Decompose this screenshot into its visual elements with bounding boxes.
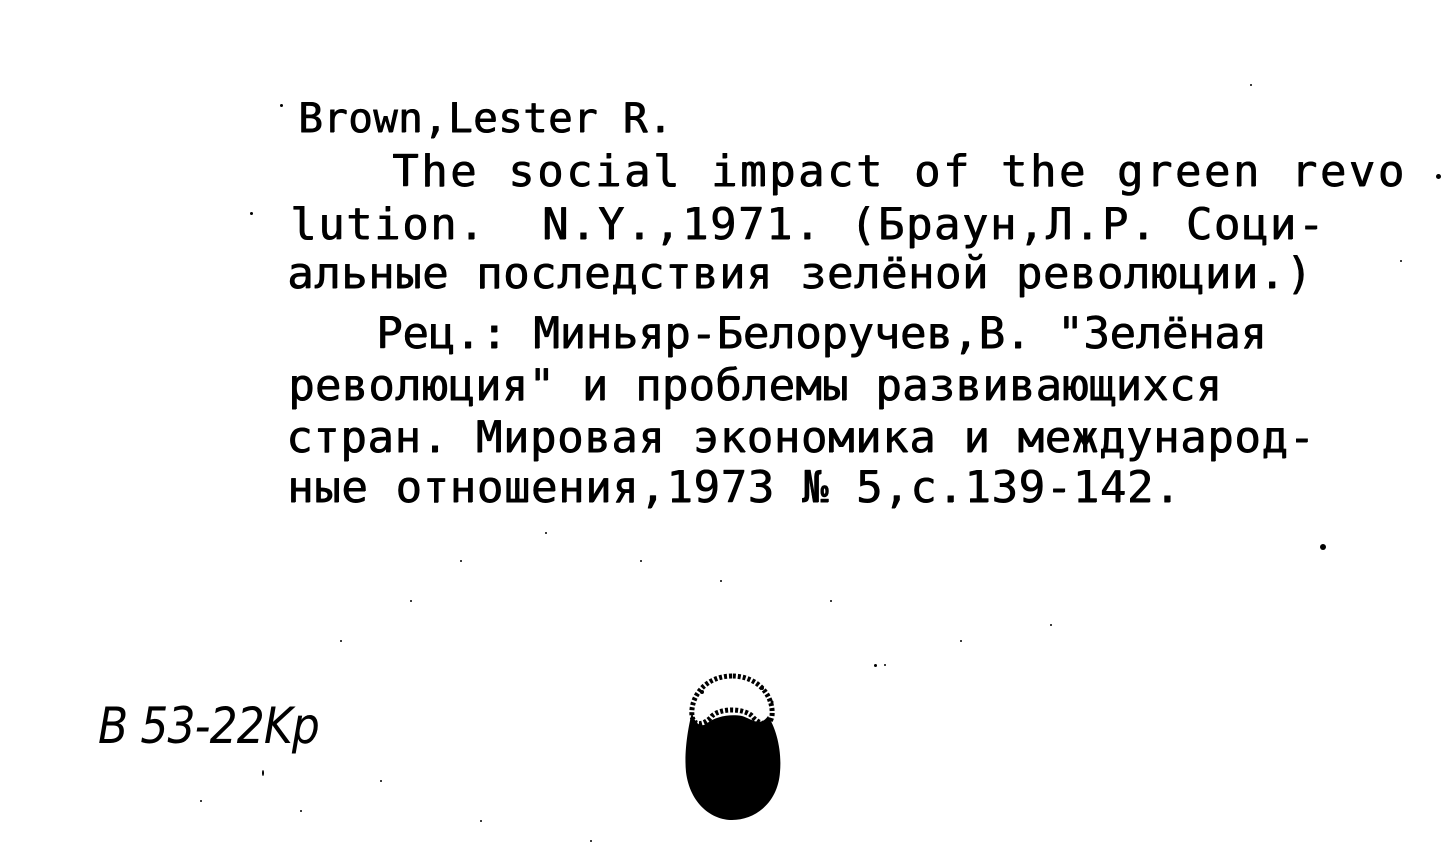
author-heading: Brown,Lester R. bbox=[298, 94, 673, 142]
review-line: ные отношения,1973 № 5,с.139-142. bbox=[287, 462, 1181, 513]
speck bbox=[262, 770, 264, 776]
speck bbox=[280, 104, 283, 107]
review-line: революция" и проблемы развивающихся bbox=[288, 360, 1223, 411]
speck bbox=[590, 840, 592, 842]
speck bbox=[1050, 624, 1052, 626]
title-line: альные последствия зелёной революции.) bbox=[287, 248, 1313, 299]
title-line: lution. N.Y.,1971. (Браун,Л.Р. Соци- bbox=[290, 199, 1326, 250]
speck bbox=[1436, 174, 1441, 179]
title-line: The social impact of the green revo bbox=[392, 146, 1407, 197]
speck bbox=[1320, 544, 1326, 550]
speck bbox=[250, 212, 253, 215]
punch-hole-icon bbox=[676, 668, 788, 824]
speck bbox=[380, 780, 382, 782]
speck bbox=[340, 640, 342, 642]
handwritten-shelfmark: B 53-22Kp bbox=[98, 697, 319, 755]
speck bbox=[1250, 84, 1252, 86]
review-line: Рец.: Миньяр-Белоручев,В. "Зелёная bbox=[376, 308, 1267, 359]
review-line: стран. Мировая экономика и междунарoд- bbox=[286, 412, 1316, 463]
speck bbox=[874, 664, 877, 667]
speck bbox=[640, 560, 642, 562]
speck bbox=[300, 810, 302, 812]
speck bbox=[410, 600, 412, 602]
speck bbox=[720, 580, 722, 582]
speck bbox=[884, 664, 886, 666]
speck bbox=[480, 820, 482, 822]
speck bbox=[200, 800, 202, 802]
speck bbox=[460, 560, 462, 562]
speck bbox=[545, 532, 547, 534]
speck bbox=[960, 640, 962, 642]
speck bbox=[1400, 260, 1402, 262]
speck bbox=[830, 600, 832, 602]
